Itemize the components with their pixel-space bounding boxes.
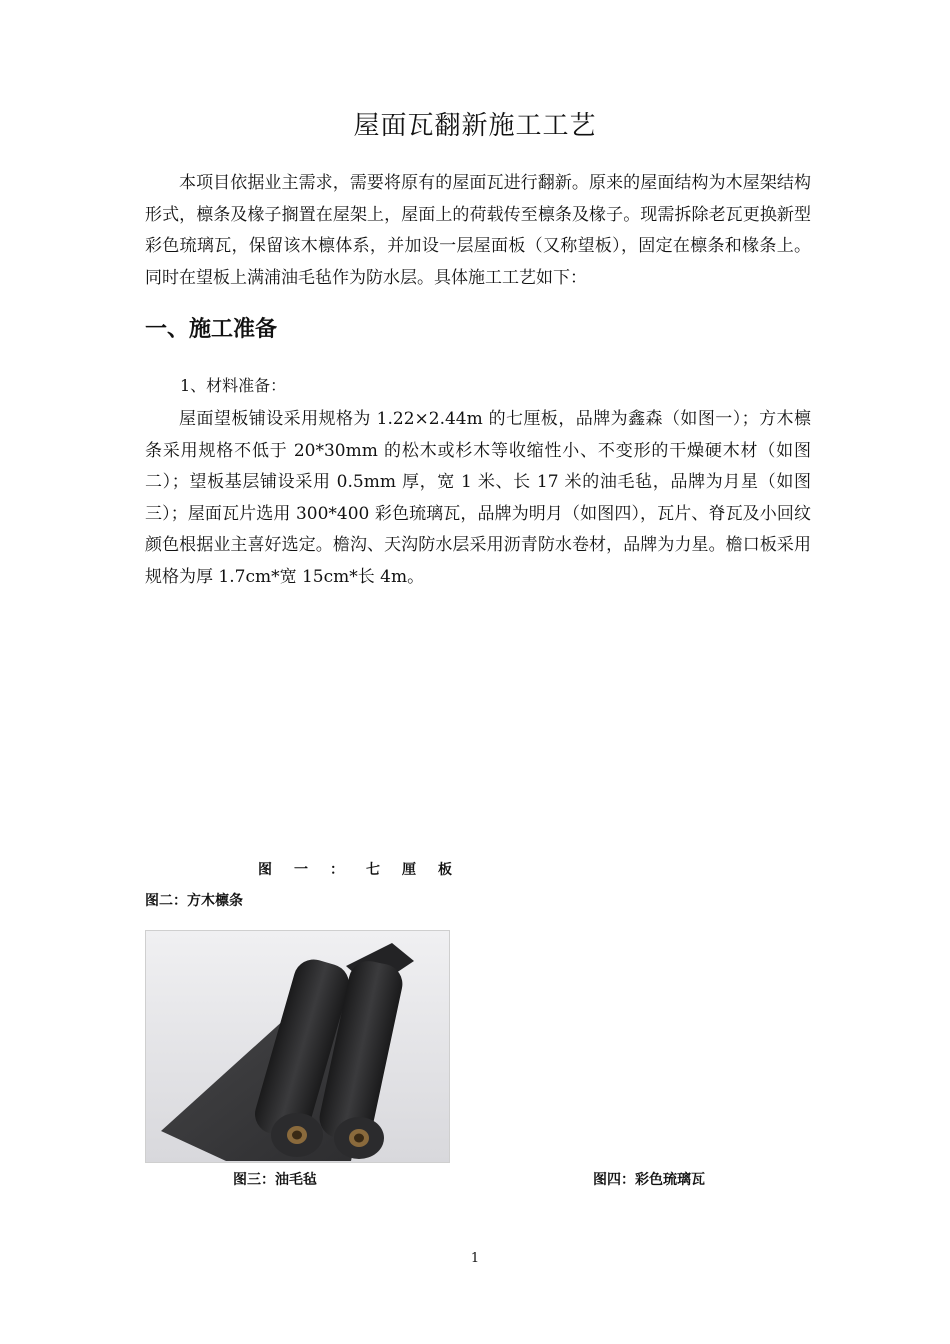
intro-paragraph (145, 168, 811, 294)
figure-caption-3: 图三：油毛毡 (233, 1172, 317, 1188)
materials-text: 屋面望板铺设采用规格为 1.22×2.44m 的七厘板，品牌为鑫森（如图一）；方木檩条采用规格不低于 20*30mm 的松木或杉木等收缩性小、不变形的干燥硬木材（如图二）；望板基层铺设采用 0.5mm 厚，宽 1 米、长 17 米的油毛毡，品牌为月星（如图三）；屋面瓦片选用 300*400 彩色琉璃瓦，品牌为明月（如图四），瓦片、脊瓦及小回纹颜色根据业主喜好选定。檐沟、天沟防水层采用沥青防水卷材，品牌为力星。檐口板采用规格为厚 1.7cm*宽 15cm*长 4m。 (145, 409, 811, 587)
materials-paragraph (145, 404, 811, 593)
page-number: 1 (470, 1251, 480, 1266)
document-title: 屋面瓦翻新施工工艺 (353, 111, 597, 141)
intro-text: 本项目依据业主需求，需要将原有的屋面瓦进行翻新。原来的屋面结构为木屋架结构形式，檩条及椽子搁置在屋架上，屋面上的荷载传至檩条及椽子。现需拆除老瓦更换新型彩色琉璃瓦，保留该木檩体系，并加设一层屋面板（又称望板），固定在檩条和椽条上。同时在望板上满浦油毛毡作为防水层。具体施工工艺如下： (145, 173, 811, 288)
section-heading: 一、施工准备 (145, 317, 278, 342)
felt-roll-photo (145, 930, 450, 1163)
figure-caption-2: 图二：方木檩条 (145, 893, 243, 909)
figure-caption-4: 图四：彩色琉璃瓦 (593, 1172, 705, 1188)
figure-caption-1: 图一：七厘板 (258, 862, 474, 878)
subsection-heading: 1、材料准备： (180, 376, 287, 395)
